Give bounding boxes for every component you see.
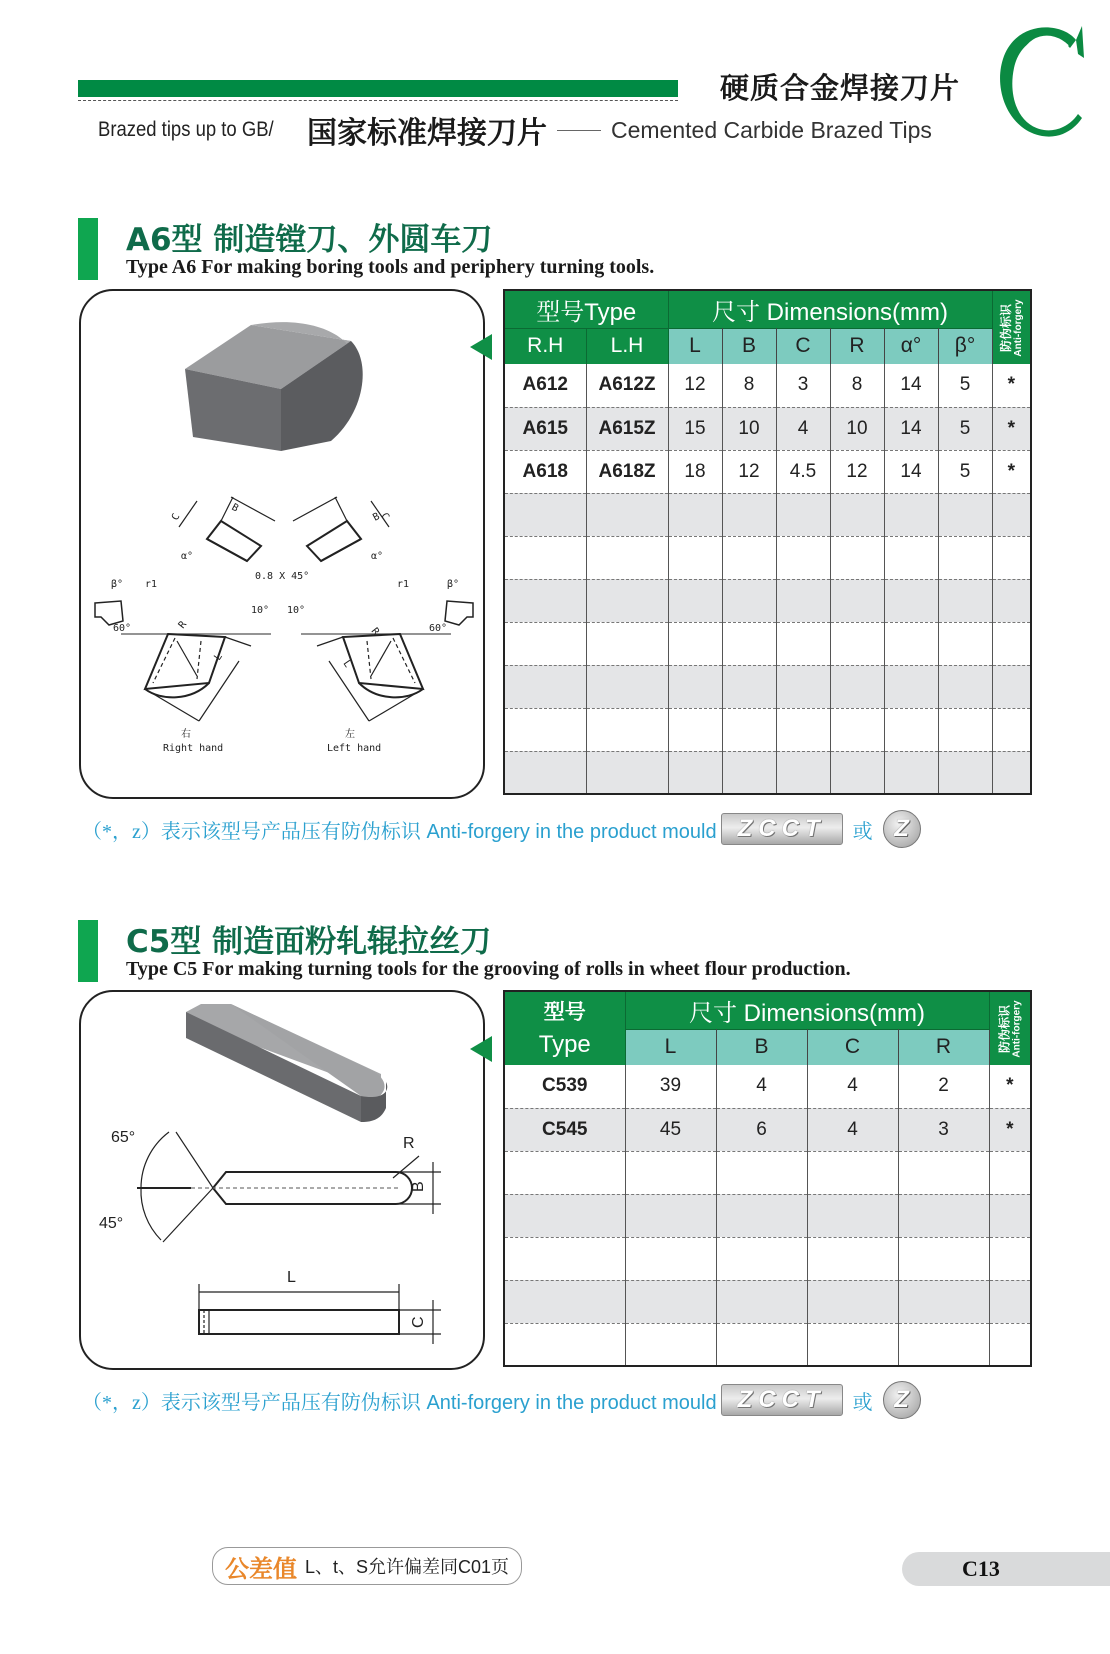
tolerance-text: L、t、S允许偏差同C01页 xyxy=(305,1557,510,1577)
section-c5-anti-forgery-note: （*，z） 表示该型号产品压有防伪标识 Anti-forgery in the product mould ZCCT 或 Z xyxy=(82,1381,921,1419)
section-c5-drawing-panel xyxy=(79,990,485,1370)
a6-col-r: R xyxy=(830,328,884,364)
header-subtitle xyxy=(98,108,932,152)
section-a6-spec-table xyxy=(503,289,1032,795)
svg-text:Left hand: Left hand xyxy=(327,743,382,754)
table-row: A615 A615Z 15 10 4 10 14 5 * xyxy=(504,407,1031,450)
z-logo-icon: Z xyxy=(883,1381,921,1419)
a6-col-alpha: α° xyxy=(884,328,938,364)
table-row-empty xyxy=(504,1151,1031,1194)
page-number: C13 xyxy=(962,1556,1000,1581)
c5-col-b: B xyxy=(716,1029,807,1065)
c5-technical-drawing xyxy=(81,992,487,1372)
header-green-bar xyxy=(78,80,678,97)
table-row-empty xyxy=(504,1323,1031,1366)
table-row-empty xyxy=(504,536,1031,579)
svg-text:60°: 60° xyxy=(113,623,132,634)
section-c5-pointer-icon xyxy=(470,1036,492,1062)
c5-col-r: R xyxy=(898,1029,989,1065)
a6-col-rh: R.H xyxy=(504,328,586,364)
table-row-empty xyxy=(504,579,1031,622)
a6-col-l: L xyxy=(668,328,722,364)
header-dashed-rule xyxy=(78,100,678,101)
section-c5-title-cn: C5型 制造面粉轧辊拉丝刀 xyxy=(126,924,492,960)
svg-text:B: B xyxy=(371,511,382,524)
table-row-empty xyxy=(504,622,1031,665)
a6-col-lh: L.H xyxy=(586,328,668,364)
anti-forgery-star-icon: * xyxy=(992,450,1031,493)
a6-technical-drawing xyxy=(81,291,487,801)
svg-text:β°: β° xyxy=(447,579,460,590)
section-a6-pointer-icon xyxy=(470,334,492,360)
c5-header-anti-forgery: 防伪标识 Anti-forgery xyxy=(989,991,1031,1065)
svg-text:C: C xyxy=(169,511,183,523)
anti-forgery-star-icon: * xyxy=(992,364,1031,407)
section-a6-anti-forgery-note: （*，z） 表示该型号产品压有防伪标识 Anti-forgery in the product mould ZCCT 或 Z xyxy=(82,810,921,848)
zcct-logo-icon: ZCCT xyxy=(721,813,843,845)
tolerance-label: 公差值 xyxy=(225,1554,297,1583)
svg-text:R: R xyxy=(176,619,190,631)
svg-text:L: L xyxy=(212,651,225,663)
table-row-empty xyxy=(504,1280,1031,1323)
section-a6-title-en: Type A6 For making boring tools and periphery turning tools. xyxy=(126,256,655,278)
section-c5-marker xyxy=(78,920,98,982)
a6-col-b: B xyxy=(722,328,776,364)
zcct-logo-icon: ZCCT xyxy=(721,1384,843,1416)
svg-text:右: 右 xyxy=(181,729,191,740)
section-c5-title-en: Type C5 For making turning tools for the grooving of rolls in wheet flour production. xyxy=(126,958,851,980)
header-subtitle-rule xyxy=(557,130,601,131)
svg-text:45°: 45° xyxy=(99,1215,124,1232)
c5-header-dimensions: 尺寸 Dimensions(mm) xyxy=(625,991,989,1029)
c5-col-l: L xyxy=(625,1029,716,1065)
header-subtitle-en-left: Brazed tips up to GB/ xyxy=(98,118,274,141)
z-logo-icon: Z xyxy=(883,810,921,848)
svg-text:C: C xyxy=(410,1316,427,1328)
section-a6-drawing-panel xyxy=(79,289,485,799)
svg-text:L: L xyxy=(287,1269,296,1286)
svg-text:10°: 10° xyxy=(251,605,270,616)
anti-forgery-star-icon: * xyxy=(989,1108,1031,1151)
svg-text:B: B xyxy=(229,501,241,515)
header-subtitle-en-right: Cemented Carbide Brazed Tips xyxy=(611,116,932,143)
section-a6-marker xyxy=(78,218,98,280)
header-subtitle-cn-left: 国家标准焊接刀片 xyxy=(307,116,547,151)
table-row: A618 A618Z 18 12 4.5 12 14 5 * xyxy=(504,450,1031,493)
section-letter-logo-icon xyxy=(990,18,1090,143)
page-number-tab xyxy=(902,1552,1110,1586)
c5-col-c: C xyxy=(807,1029,898,1065)
anti-forgery-star-icon: * xyxy=(992,407,1031,450)
svg-text:α°: α° xyxy=(181,551,194,562)
svg-text:B: B xyxy=(410,1181,427,1192)
svg-text:α°: α° xyxy=(371,551,384,562)
svg-text:0.8 X 45°: 0.8 X 45° xyxy=(255,571,310,582)
section-c5-spec-table xyxy=(503,990,1032,1367)
section-a6-title-cn: A6型 制造镗刀、外圆车刀 xyxy=(126,222,493,258)
svg-text:L: L xyxy=(340,658,354,670)
anti-forgery-star-icon: * xyxy=(989,1065,1031,1108)
table-row: C539 39 4 4 2 * xyxy=(504,1065,1031,1108)
svg-text:Right hand: Right hand xyxy=(163,743,224,754)
table-row: A612 A612Z 12 8 3 8 14 5 * xyxy=(504,364,1031,407)
svg-text:β°: β° xyxy=(111,579,124,590)
svg-text:R: R xyxy=(368,626,382,638)
header-title-cn: 硬质合金焊接刀片 xyxy=(720,71,961,105)
table-row: C545 45 6 4 3 * xyxy=(504,1108,1031,1151)
a6-header-dimensions: 尺寸 Dimensions(mm) xyxy=(668,290,992,328)
svg-text:60°: 60° xyxy=(429,623,448,634)
table-row-empty xyxy=(504,665,1031,708)
svg-text:65°: 65° xyxy=(111,1129,136,1146)
svg-text:r1: r1 xyxy=(397,579,410,590)
a6-col-c: C xyxy=(776,328,830,364)
svg-text:R: R xyxy=(403,1135,415,1152)
svg-text:r1: r1 xyxy=(145,579,158,590)
tolerance-note xyxy=(212,1547,522,1585)
a6-col-beta: β° xyxy=(938,328,992,364)
svg-text:C: C xyxy=(378,511,391,522)
a6-header-anti-forgery: 防伪标识 Anti-forgery xyxy=(992,290,1031,364)
table-row-empty xyxy=(504,1237,1031,1280)
svg-text:左: 左 xyxy=(345,729,355,740)
c5-header-type: 型号 Type xyxy=(504,991,625,1065)
a6-header-type: 型号Type xyxy=(504,290,668,328)
table-row-empty xyxy=(504,1194,1031,1237)
table-row-empty xyxy=(504,751,1031,794)
svg-text:10°: 10° xyxy=(287,605,306,616)
table-row-empty xyxy=(504,708,1031,751)
table-row-empty xyxy=(504,493,1031,536)
